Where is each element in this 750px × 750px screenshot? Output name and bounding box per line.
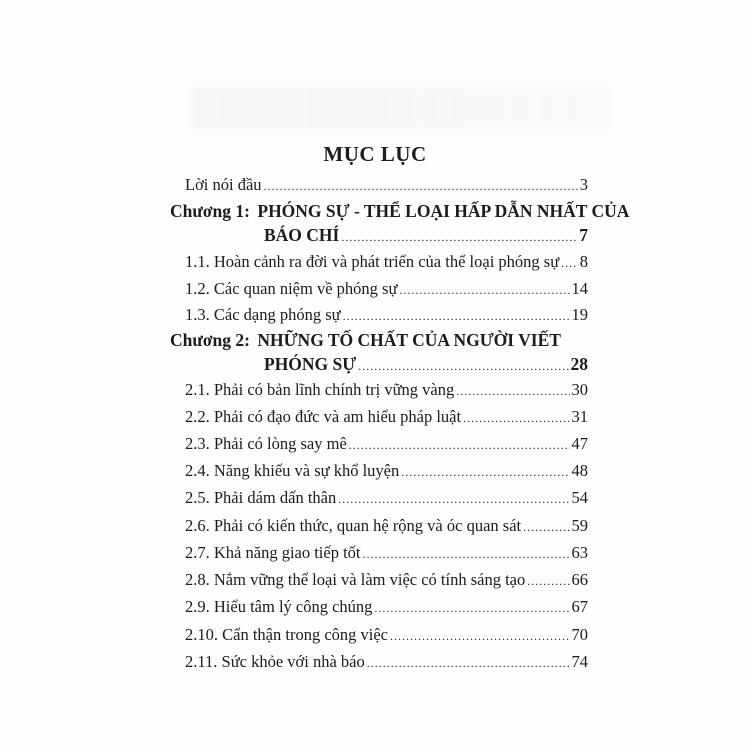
chapter-title-cont: BÁO CHÍ bbox=[264, 225, 340, 245]
dot-leader bbox=[561, 256, 578, 271]
toc-entry[interactable] bbox=[185, 570, 588, 592]
chapter-title: NHỮNG TỐ CHẤT CỦA NGƯỜI VIẾT bbox=[257, 330, 561, 350]
dot-leader bbox=[338, 492, 569, 507]
entry-label: 1.1. Hoàn cảnh ra đời và phát triển của thể loại phóng sự bbox=[185, 252, 560, 271]
toc-entry[interactable] bbox=[185, 543, 588, 565]
entry-label: 1.2. Các quan niệm về phóng sự bbox=[185, 279, 398, 298]
entry-page: 48 bbox=[571, 461, 588, 480]
entry-page: 59 bbox=[571, 516, 588, 535]
toc-entry[interactable] bbox=[185, 305, 588, 327]
entry-label: 2.3. Phải có lòng say mê bbox=[185, 434, 347, 453]
entry-label: 2.5. Phải dám dấn thân bbox=[185, 488, 337, 507]
chapter-2-heading-line2[interactable] bbox=[264, 354, 588, 376]
chapter-1-heading-line2[interactable] bbox=[264, 225, 588, 247]
toc-entry[interactable] bbox=[185, 407, 588, 429]
entry-page: 66 bbox=[571, 570, 588, 589]
entry-label: 2.8. Nắm vững thể loại và làm việc có tính sáng tạo bbox=[185, 570, 526, 589]
chapter-title-cont: PHÓNG SỰ bbox=[264, 354, 357, 374]
entry-label: 2.10. Cẩn thận trong công việc bbox=[185, 625, 388, 644]
dot-leader bbox=[527, 574, 569, 589]
toc-entry[interactable] bbox=[185, 279, 588, 301]
entry-label: 1.3. Các dạng phóng sự bbox=[185, 305, 341, 324]
entry-page: 8 bbox=[579, 252, 588, 271]
dot-leader bbox=[456, 384, 569, 399]
entry-page: 14 bbox=[571, 279, 588, 298]
entry-label: 2.2. Phải có đạo đức và am hiểu pháp luật bbox=[185, 407, 462, 426]
toc-entry[interactable] bbox=[185, 652, 588, 674]
entry-page: 30 bbox=[571, 380, 588, 399]
dot-leader bbox=[374, 601, 569, 616]
entry-page: 70 bbox=[571, 625, 588, 644]
entry-page: 63 bbox=[571, 543, 588, 562]
entry-label: 2.7. Khả năng giao tiếp tốt bbox=[185, 543, 361, 562]
toc-entry[interactable] bbox=[185, 597, 588, 619]
entry-page: 31 bbox=[571, 407, 588, 426]
entry-label: 2.11. Sức khỏe với nhà báo bbox=[185, 652, 365, 671]
toc-entry[interactable] bbox=[185, 461, 588, 483]
toc-entry[interactable] bbox=[185, 434, 588, 456]
chapter-prefix: Chương 1: bbox=[170, 201, 250, 221]
dot-leader bbox=[399, 283, 569, 298]
entry-page: 47 bbox=[571, 434, 588, 453]
entry-page: 67 bbox=[571, 597, 588, 616]
entry-page: 54 bbox=[571, 488, 588, 507]
bleed-through-shadow bbox=[190, 88, 610, 128]
entry-page: 19 bbox=[571, 305, 588, 324]
toc-entry[interactable] bbox=[185, 625, 588, 647]
dot-leader bbox=[363, 547, 570, 562]
entry-page: 74 bbox=[571, 652, 588, 671]
toc-entry[interactable] bbox=[185, 516, 588, 538]
entry-label: 2.4. Năng khiếu và sự khổ luyện bbox=[185, 461, 400, 480]
chapter-prefix: Chương 2: bbox=[170, 330, 250, 350]
chapter-2-heading[interactable] bbox=[170, 330, 561, 351]
dot-leader bbox=[341, 230, 577, 245]
dot-leader bbox=[463, 411, 569, 426]
dot-leader bbox=[349, 438, 570, 453]
chapter-1-heading[interactable] bbox=[170, 201, 629, 222]
chapter-title: PHÓNG SỰ - THỂ LOẠI HẤP DẪN NHẤT CỦA bbox=[257, 201, 630, 221]
page-title: MỤC LỤC bbox=[323, 142, 427, 166]
toc-entry[interactable] bbox=[185, 380, 588, 402]
dot-leader bbox=[358, 359, 568, 374]
entry-page: 7 bbox=[579, 225, 588, 245]
dot-leader bbox=[367, 656, 570, 671]
dot-leader bbox=[390, 629, 570, 644]
dot-leader bbox=[343, 309, 570, 324]
entry-page: 3 bbox=[579, 175, 588, 194]
toc-entry-preface[interactable] bbox=[185, 175, 588, 197]
entry-label: Lời nói đầu bbox=[185, 175, 262, 194]
toc-entry[interactable] bbox=[185, 252, 588, 274]
entry-label: 2.9. Hiểu tâm lý công chúng bbox=[185, 597, 373, 616]
dot-leader bbox=[401, 465, 569, 480]
toc-entry[interactable] bbox=[185, 488, 588, 510]
entry-label: 2.1. Phải có bản lĩnh chính trị vững vàng bbox=[185, 380, 455, 399]
entry-label: 2.6. Phải có kiến thức, quan hệ rộng và óc quan sát bbox=[185, 516, 522, 535]
entry-page: 28 bbox=[570, 354, 588, 374]
dot-leader bbox=[523, 520, 569, 535]
dot-leader bbox=[264, 179, 578, 194]
